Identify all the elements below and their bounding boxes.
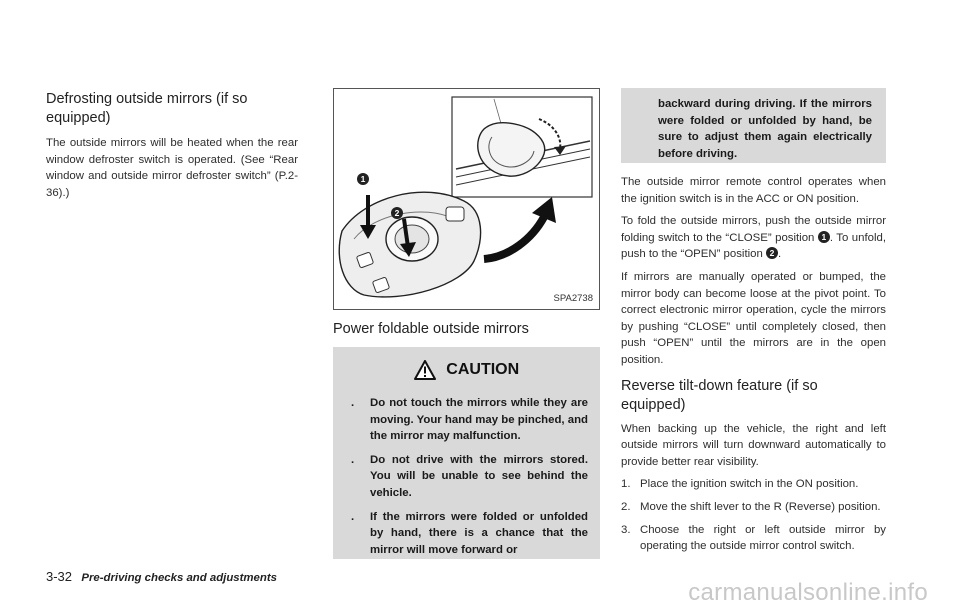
step-number: 1.	[621, 478, 631, 491]
power-fold-heading: Power foldable outside mirrors	[333, 321, 529, 337]
fold-instructions-paragraph	[621, 213, 886, 263]
caution-box-continued	[621, 88, 886, 163]
caution-item-text: Do not touch the mirrors while they are moving. Your hand may be pinched, and the mirror may malfunction.	[370, 397, 588, 443]
section-title: Pre-driving checks and adjustments	[81, 572, 277, 584]
step-item	[621, 499, 886, 516]
middle-column	[333, 320, 600, 339]
caution-item-text: Do not drive with the mirrors stored. You will be unable to see behind the vehicle.	[370, 453, 588, 499]
bullet-icon: .	[351, 510, 355, 523]
bullet-icon: .	[351, 453, 355, 466]
defrost-mirrors-paragraph: The outside mirrors will be heated when the rear window defroster switch is operated. (See “Rear window and outside mirror defroster switch” (P.2-36).)	[46, 137, 298, 199]
caution-item	[351, 395, 588, 445]
right-column	[621, 174, 886, 561]
fold-text-a: To fold the outside mirrors, push the outside mirror folding switch to the “CLOSE” position	[621, 215, 886, 244]
illustration-drawing	[334, 89, 599, 309]
caution-item-text: If the mirrors were folded or unfolded by hand, there is a chance that the mirror will move forward or	[370, 510, 588, 556]
step-item	[621, 522, 886, 555]
watermark: carmanualsonline.info	[688, 579, 928, 606]
step-text: Move the shift lever to the R (Reverse) position.	[640, 500, 881, 513]
step-number: 2.	[621, 500, 631, 513]
mirror-switch-illustration	[333, 88, 600, 310]
step-item	[621, 476, 886, 493]
warning-triangle-icon	[414, 360, 436, 380]
page-number: 3-32	[46, 569, 73, 584]
reverse-tilt-steps	[621, 476, 886, 554]
caution-header	[333, 355, 600, 385]
fold-text-b: . To unfold, push to the “OPEN” position	[621, 231, 886, 261]
caution-continued-text: backward during driving. If the mirrors were folded or unfolded by hand, be sure to adjust them again electrically before driving.	[658, 98, 872, 160]
page-footer	[46, 569, 277, 584]
fold-text-c: .	[778, 248, 782, 261]
manual-operation-paragraph: If mirrors are manually operated or bumped, the mirror body can become loose at the pivot point. To correct electronic mirror operation, cycle the mirrors by pushing “CLOSE” until completely closed, then push “OPEN” until the mirrors are in the open position.	[621, 270, 886, 366]
caution-title: CAUTION	[446, 361, 520, 378]
figure-code: SPA2738	[553, 293, 593, 304]
callout-2: 2	[391, 207, 403, 219]
caution-box	[333, 347, 600, 559]
callout-1-inline: 1	[818, 231, 830, 243]
left-column	[46, 90, 298, 207]
caution-item	[351, 452, 588, 502]
step-text: Choose the right or left outside mirror by operating the outside mirror control switch.	[640, 523, 886, 553]
remote-control-paragraph: The outside mirror remote control operates when the ignition switch is in the ACC or ON position.	[621, 176, 886, 205]
reverse-tilt-paragraph: When backing up the vehicle, the right and left outside mirrors will turn downward automatically to provide better rear visibility.	[621, 422, 886, 468]
bullet-icon: .	[351, 397, 355, 409]
reverse-tilt-heading: Reverse tilt-down feature (if so equipped)	[621, 377, 818, 413]
callout-2-inline: 2	[766, 247, 778, 259]
step-number: 3.	[621, 523, 631, 536]
defrost-mirrors-heading: Defrosting outside mirrors (if so equipped)	[46, 91, 248, 126]
caution-list	[333, 395, 600, 558]
caution-item	[351, 509, 588, 559]
step-text: Place the ignition switch in the ON position.	[640, 478, 859, 491]
callout-1: 1	[357, 173, 369, 185]
